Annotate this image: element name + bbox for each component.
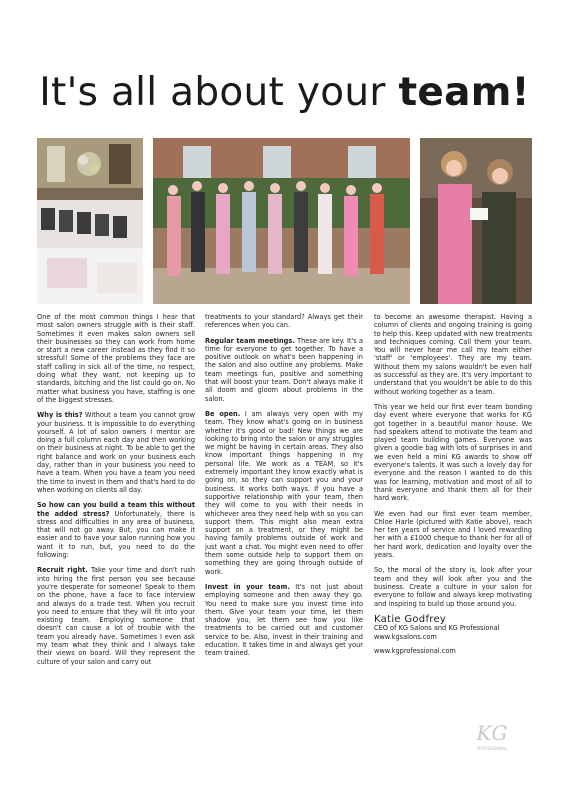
- paragraph-text: Unfortunately, there is stress and difficulties in any area of business, that will not go away. But, you can make it easier and to have your salon running how you want it to run, but, you need to do the following:: [37, 509, 195, 560]
- headline-prefix: It's all about your: [39, 70, 399, 115]
- website-link[interactable]: www.kgprofessional.com: [374, 647, 456, 656]
- paragraph-text: It's not just about employing someone and then away they go. You need to make sure you invest time into them. Give your team your time, let them shadow you, let them see how you like treatments to be carried out and customer service to be. Also, invest in their training and education. It takes time in and always get your team trained.: [205, 582, 363, 658]
- paragraph-text: Take your time and don't rush into hiring the first person you see because you're desperate for someone! Speak to them on the phone, have a face to face interview and always do a trade test. When you recruit you need to ensure that they will fit into your existing team. Employing someone that doesn't can cause a lot of trouble with the team you already have. Sometimes I even ask my team what they think and I always take their views on board. Will they represent the culture of your salon and carry out: [37, 566, 195, 666]
- venue-photo: [37, 138, 143, 304]
- subheading: Why is this?: [37, 411, 83, 420]
- headline-emphasis: team!: [398, 70, 530, 115]
- subheading: Invest in your team.: [205, 582, 290, 591]
- headline: [0, 70, 569, 115]
- paragraph: So, the moral of the story is, look after your team and they will look after you and the business. Create a culture in your salon for everyone to follow and always keep motivating and inspiring to build up those around you.: [374, 566, 532, 608]
- paragraph: [37, 501, 195, 559]
- paragraph: [37, 411, 195, 494]
- author-name: Katie Godfrey: [374, 613, 447, 625]
- paragraph: We even had our first ever team member, Chloe Harle (pictured with Katie above), reach her ten years of service and I loved rewarding her with a £1000 cheque to thank her for all of her hard work, dedication and loyalty over the years.: [374, 509, 532, 560]
- logo-subtext: PROFESSIONAL: [476, 746, 508, 751]
- chloe-katie-photo: [420, 138, 532, 304]
- paragraph: [205, 337, 363, 403]
- subheading: Regular team meetings.: [205, 336, 295, 345]
- team-group-photo: [153, 138, 410, 304]
- subheading: So how can you build a team this without the added stress?: [37, 501, 195, 518]
- paragraph: to become an awesome therapist. Having a column of clients and ongoing training is going to help this. Keep updated with new treatments and techniques coming. Call them your team. You will never hear me call my team either 'staff' or 'employees'. They are my team. Without them my salons wouldn't be even half as successful as they are. It's very important to understand that you wouldn't be able to do this without working together as a team.: [374, 313, 532, 396]
- column-3: [374, 313, 532, 656]
- paragraph: [205, 583, 363, 658]
- kg-logo: [472, 718, 512, 754]
- paragraph: [205, 410, 363, 576]
- paragraph-text: These are key. It's a time for everyone to get together. To have a positive outlook on what's been happening in the salon and also outline any problems. Make team meetings fun, positive and something that will boost your team. Don't always make it all doom and gloom about problems in the salon.: [205, 336, 364, 403]
- article-body: [37, 313, 532, 783]
- paragraph-text: I am always very open with my team. They know what's going on in business whether it's good or bad! New things we are looking to bring into the salon or any struggles we might be having in certain areas. They also know important things happening in my personal life. We work as a TEAM, so it's extremely important they know exactly what is going on, so they can support you and your business. It works both ways. If you have a supportive relationship with your team, then they will come to you with their needs in whichever area they need help with so you can support them. This might also mean extra support on a treatment, or they might be having family problems outside of work and just want a chat. You might even need to offer them some outside help to support them on something they are going through outside of work.: [205, 409, 363, 576]
- website-link[interactable]: www.kgsalons.com: [374, 632, 437, 641]
- paragraph: [37, 566, 195, 666]
- column-1: [37, 313, 195, 673]
- author-title: CEO of KG Salons and KG Professional: [374, 624, 500, 633]
- subheading: Be open.: [205, 409, 241, 418]
- paragraph: One of the most common things I hear that most salon owners struggle with is their staff. Sometimes it even makes salon owners sell their businesses so they can work from home or start a new career instead as they find it so stressful! Some of the problems they face are staff calling in sick all of the time, no respect, doing what they want, not keeping up to standards, bitching and the list could go on. No matter what business you have, staffing is one of the biggest stresses.: [37, 313, 195, 404]
- column-2: [205, 313, 363, 665]
- subheading: Recruit right.: [37, 566, 88, 575]
- photo-strip: [37, 138, 532, 304]
- logo-mark: KG: [476, 721, 508, 745]
- paragraph: treatments to your standard? Always get their references when you can.: [205, 313, 363, 330]
- paragraph: This year we held our first ever team bonding day event where everyone that works for KG got together in a beautiful manor house. We had speakers attend to motivate the team and played team building games. Everyone was given a goodie bag with lots of surprises in and we even held a mini KG awards to show off everyone's talents. It was such a lovely day for everyone and the reason I wanted to do this was for learning, motivation and most of all to thank everyone and thank them all for their hard work.: [374, 402, 532, 503]
- paragraph-text: Without a team you cannot grow your business. It is impossible to do everything yourself. A lot of salon owners I mentor are doing a full column each day and then working on their business at night. To be able to get the right balance and work on your business each day, rather than in your business you need to have a team. When you have a team you need the time to invest in them and that's hard to do when working on clients all day.: [37, 411, 195, 494]
